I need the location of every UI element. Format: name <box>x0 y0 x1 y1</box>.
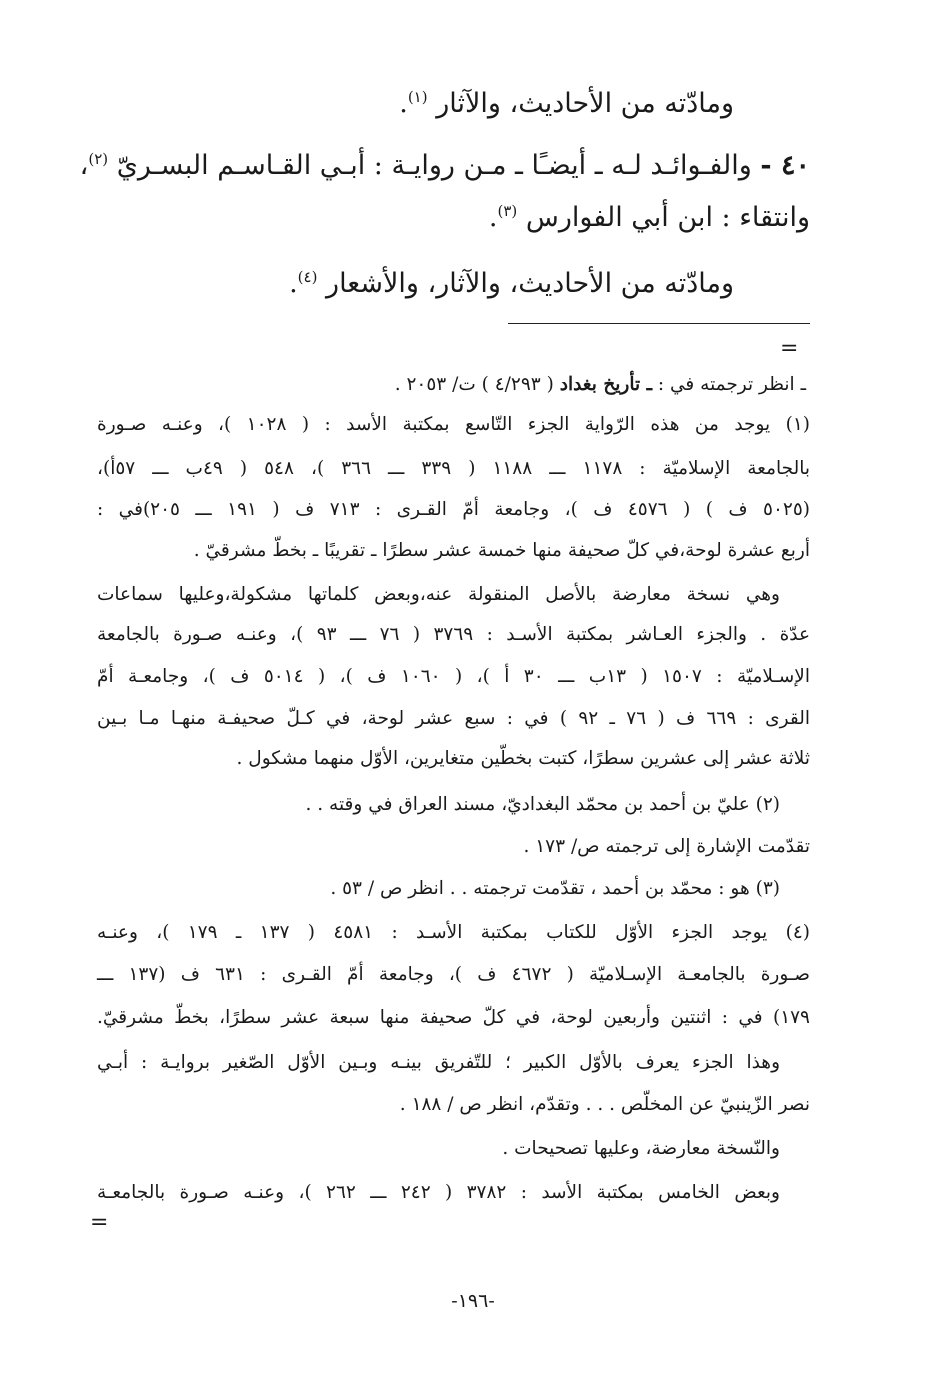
footnote-1-line-4: أربع عشرة لوحة،في كلّ صحيفة منها خمسة عشر سطرًا ـ تقريبًا ـ بخطّ مشرقيّ . <box>193 540 810 561</box>
footnote-4-line-5: نصر الزّينبيّ عن المخلّص . . . وتقدّم، انظر ص / ١٨٨ . <box>399 1094 810 1115</box>
footnote-4-line-3: ١٧٩) في : اثنتين وأربعين لوحة، في كلّ صحيفة منها سبعة عشر سطرًا، بخطّ مشرقيّ. <box>97 1007 810 1028</box>
footnote-4-line-1: (٤) يوجد الجزء الأوّل للكتاب بمكتبة الأسـد : ٤٥٨١ ( ١٣٧ ـ ١٧٩ )، وعنـه <box>97 922 811 943</box>
footnote-1-line-8: القرى : ٦٦٩ ف ( ٧٦ ـ ٩٢ ) في : سبع عشر لوحة، في كـلّ صحيفـة منهـا مـا بـين <box>97 708 810 729</box>
footnote-ref-line <box>395 370 806 400</box>
footnote-2-line-1: (٢) عليّ بن أحمد بن محمّد البغداديّ، مسند العراق في وقته . . <box>305 794 780 815</box>
footnote-1-line-9: ثلاثة عشر إلى عشرين سطرًا، كتبت بخطّين متغايرين، الأوّل منهما مشكول . <box>236 748 810 769</box>
page-number: -١٩٦- <box>451 1290 495 1312</box>
footnote-4-line-2: صـورة بالجامعـة الإسـلاميّة ( ٤٦٧٢ ف )، وجامعة أمّ القـرى : ٦٣١ ف (١٣٧ ـــ <box>97 964 811 985</box>
footnote-1-line-6: عدّة . والجزء العـاشر بمكتبة الأسـد : ٣٧٦٩ ( ٧٦ ـــ ٩٣ )، وعنـه صـورة بالجامعة <box>97 624 811 645</box>
footnote-1-line-3: (٥٠٢٥ ف ) ( ٤٥٧٦ ف )، وجامعة أمّ القـرى : ٧١٣ ف ( ١٩١ ـــ ٢٠٥)في : <box>97 499 811 520</box>
footnote-ref: (١) <box>407 88 428 106</box>
footnote-2-line-2: تقدّمت الإشارة إلى ترجمته ص/ ١٧٣ . <box>523 836 810 857</box>
footnote-4-line-6: والنّسخة معارضة، وعليها تصحيحات . <box>502 1138 780 1159</box>
footnote-1-line-2: بالجامعة الإسلاميّة : ١١٧٨ ـــ ١١٨٨ ( ٣٣٩ ـــ ٣٦٦ )، ٥٤٨ ( ٤٩ب ـــ ٥٧أ)، <box>97 458 810 479</box>
continuation-marker: = <box>780 336 799 361</box>
entry-number: ٤٠ - <box>760 150 810 181</box>
footnote-4-line-7: وبعض الخامس بمكتبة الأسد : ٣٧٨٢ ( ٢٤٢ ـــ ٢٦٢ )، وعنـه صـورة بالجامعـة <box>97 1182 780 1203</box>
main-line-4: ومادّته من الأحاديث، والآثار، والأشعار $^{(٤)}$. <box>289 268 734 299</box>
footnote-1-line-1: (١) يوجد من هذه الرّواية الجزء التّاسع بمكتبة الأسد : ( ١٠٢٨ )، وعنـه صـورة <box>97 414 810 435</box>
continuation-marker-end: = <box>90 1210 109 1235</box>
main-line-text: ومادّته من الأحاديث، والآثار <box>436 88 734 119</box>
footnote-3-line-1: (٣) هو : محمّد بن أحمد ، تقدّمت ترجمته . . انظر ص / ٥٣ . <box>330 878 780 899</box>
footnote-ref: (٤) <box>297 268 318 286</box>
footnote-text: ( ٤/٢٩٣ ) ت/ ٢٠٥٣ . <box>394 374 554 395</box>
footnote-text: ـ انظر ترجمته في : <box>657 374 806 395</box>
footnote-1-line-7: الإسـلاميّة : ١٥٠٧ ( ١٣ب ـــ ٣٠ أ )، ( ١٠٦٠ ف )، ( ٥٠١٤ ف )، وجامعـة أمّ <box>97 666 811 687</box>
footnote-4-line-4: وهذا الجزء يعرف بالأوّل الكبير ؛ للتّفريق بينـه وبـين الأوّل الصّغير بروايـة : أبـي <box>97 1052 780 1073</box>
main-line-text: وانتقاء : ابن أبي الفوارس <box>525 202 810 233</box>
main-line-3: وانتقاء : ابن أبي الفوارس $^{(٣)}$. <box>488 202 810 233</box>
main-line-text: ومادّته من الأحاديث، والآثار، والأشعار <box>326 268 734 299</box>
book-title: ـ تأريخ بغداد <box>559 374 652 395</box>
main-line-1: ومادّته من الأحاديث، والآثار $^{(١)}$. <box>399 88 734 119</box>
footnote-ref: (٢) <box>88 150 109 168</box>
footnote-ref: (٣) <box>497 202 518 220</box>
main-line-text: والفـوائـد لـه ـ أيضـًا ـ مـن روايـة : أبـي القـاسـم البسـريّ <box>116 150 752 181</box>
main-line-2: ٤٠ - والفـوائـد لـه ـ أيضـًا ـ مـن روايـة : أبـي القـاسـم البسـريّ $^{(٢)}$، <box>79 150 810 181</box>
footnote-1-line-5: وهي نسخة معارضة بالأصل المنقولة عنه،وبعض كلماتها مشكولة،وعليها سماعات <box>97 584 780 605</box>
footnote-divider <box>508 323 810 324</box>
